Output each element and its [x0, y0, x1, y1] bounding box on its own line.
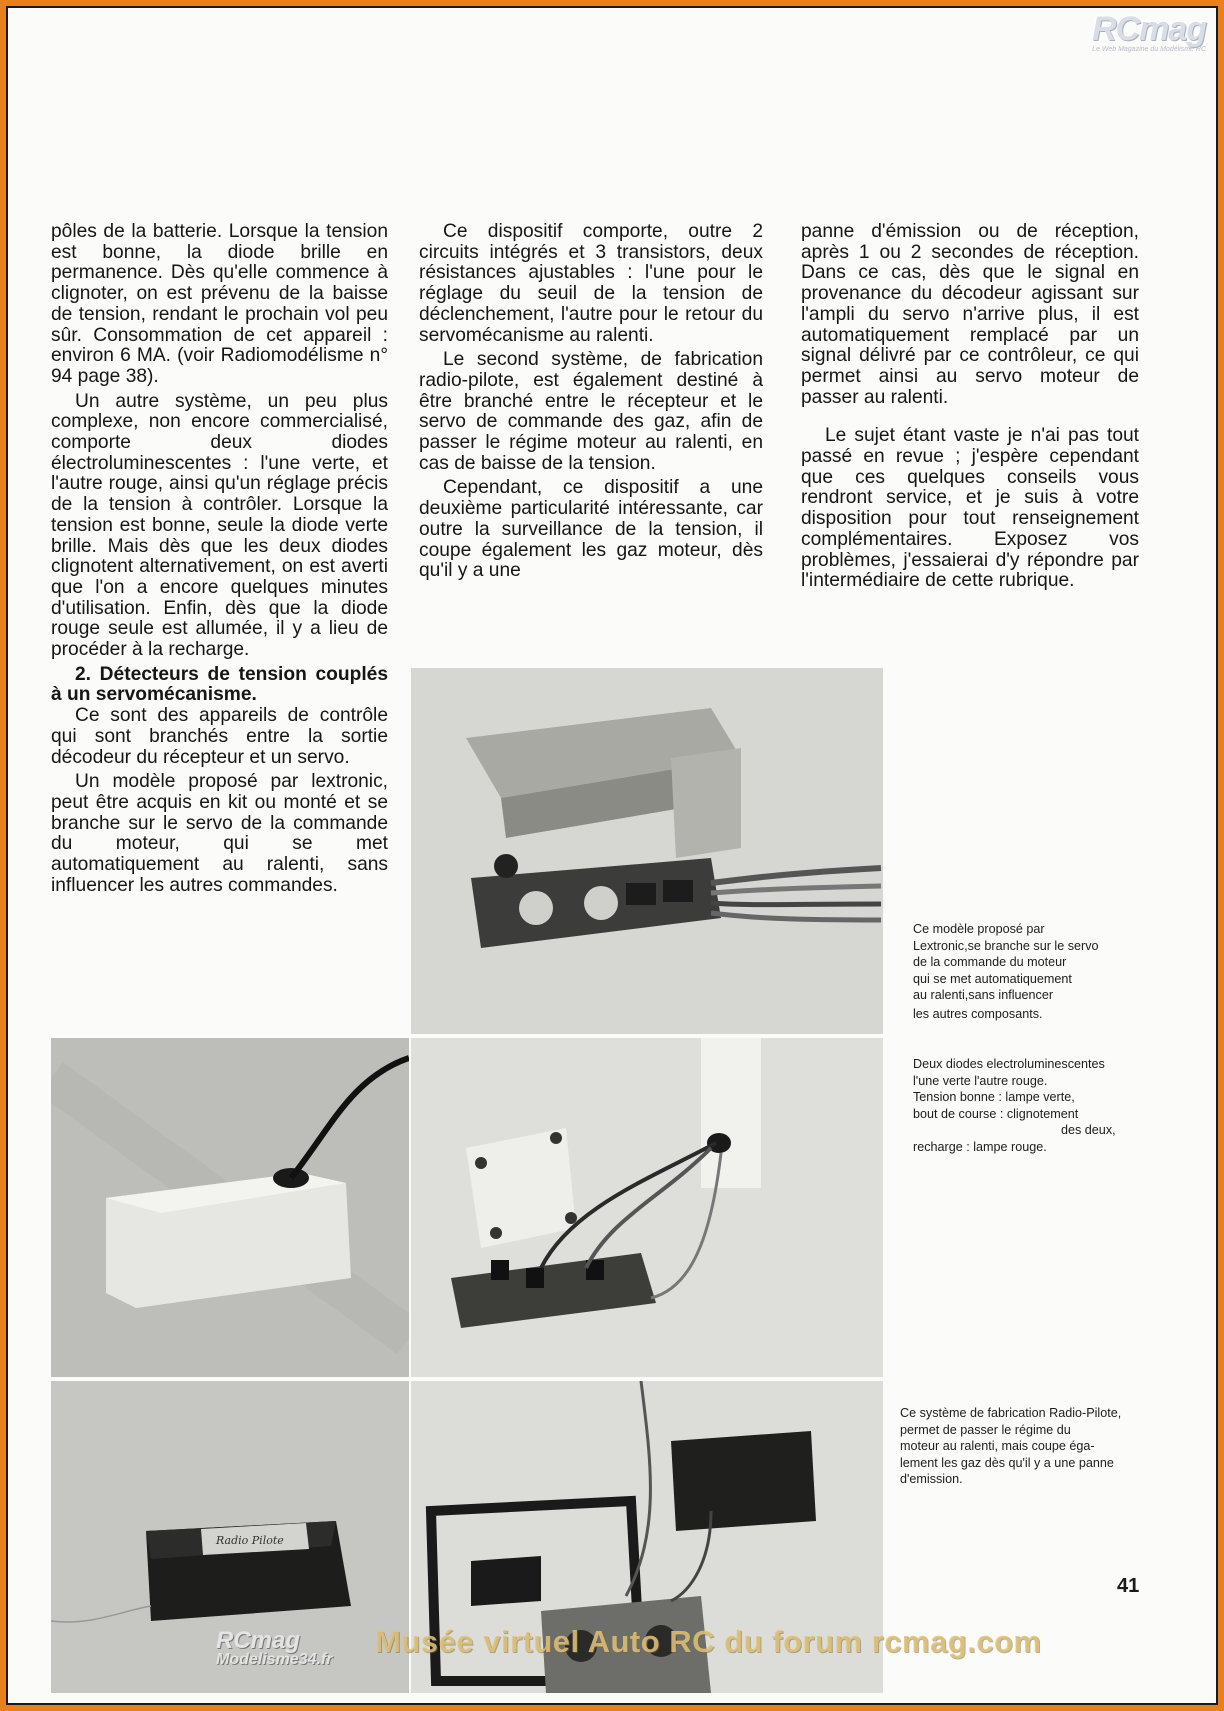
caption-diodes: [913, 1056, 1193, 1155]
caption-line: Lextronic,se branche sur le servo: [913, 938, 1099, 953]
rcmag-logo: [1056, 10, 1206, 56]
footer-logo-line1: RCmag: [216, 1627, 301, 1654]
page-number: 41: [1117, 1575, 1140, 1597]
caption-line: au ralenti,sans influencer: [913, 988, 1054, 1002]
paragraph: Un modèle proposé par lextronic, peut être acquis en kit ou monté et se branche sur le servo de la commande du moteur, qui se met automatiquement au ralenti, sans influencer les autres commandes.: [51, 771, 388, 896]
caption-line: les autres composants.: [913, 1006, 1043, 1021]
text-column-1: [51, 222, 388, 897]
photo-lextronic-module: [411, 668, 883, 1034]
logo-tagline: Le Web Magazine du Modélisme RC: [1092, 46, 1206, 53]
caption-line: d'emission.: [900, 1472, 963, 1486]
photo-diode-box: [51, 1038, 409, 1377]
caption-line: lement les gaz dès qu'il y a une panne: [900, 1455, 1114, 1470]
footer-logo-line2: Modelisme34.fr: [216, 1651, 333, 1668]
paragraph: Ce sont des appareils de contrôle qui sont branchés entre la sortie décodeur du récepteur et un servo.: [51, 705, 388, 768]
caption-line: l'une verte l'autre rouge.: [913, 1073, 1048, 1088]
caption-line: permet de passer le régime du: [900, 1422, 1071, 1437]
radio-pilote-label: Radio Pilote: [216, 1534, 284, 1547]
footer-logo: [216, 1627, 336, 1677]
text-column-3: [801, 222, 1139, 592]
caption-line: Ce système de fabrication Radio-Pilote,: [900, 1406, 1122, 1420]
photo-diode-board: [411, 1038, 883, 1377]
caption-line: qui se met automatiquement: [913, 971, 1072, 986]
logo-text: RCmag: [1091, 10, 1206, 48]
footer-watermark: Musée virtuel Auto RC du forum rcmag.com: [375, 1624, 1042, 1659]
caption-line: moteur au ralenti, mais coupe éga-: [900, 1439, 1095, 1453]
caption-lextronic: [913, 921, 1173, 1022]
caption-line: des deux,: [1061, 1123, 1116, 1137]
paragraph: Le second système, de fabrication radio-pilote, est également destiné à être branché entre le récepteur et le servo de commande des gaz, afin de passer le régime moteur au ralenti, en cas de baisse de la tension.: [419, 349, 763, 474]
caption-radio-pilote: [900, 1405, 1200, 1488]
caption-line: recharge : lampe rouge.: [913, 1139, 1047, 1154]
paragraph: Cependant, ce dispositif a une deuxième particularité intéressante, car outre la surveillance de la tension, il coupe également les gaz moteur, dès qu'il y a une: [419, 477, 763, 582]
paragraph: Ce dispositif comporte, outre 2 circuits intégrés et 3 transistors, deux résistances ajustables : l'une pour le réglage du seuil de la tension de déclenchement, l'autre pour le retour du servomécanisme au ralenti.: [419, 221, 763, 346]
caption-line: Deux diodes electroluminescentes: [913, 1057, 1105, 1071]
caption-line: Tension bonne : lampe verte,: [913, 1090, 1075, 1104]
caption-line: bout de course : clignotement: [913, 1106, 1079, 1121]
section-heading: 2. Détecteurs de tension couplés à un servomécanisme.: [51, 663, 388, 706]
paragraph: panne d'émission ou de réception, après 1 ou 2 secondes de réception. Dans ce cas, dès que le signal en provenance du décodeur agissant sur l'ampli du servo n'arrive plus, il est automatiquement remplacé par un signal délivré par ce contrôleur, ce qui permet ainsi au servo moteur de passer au ralenti.: [801, 221, 1139, 408]
text-column-2: [419, 222, 763, 582]
caption-line: de la commande du moteur: [913, 955, 1067, 969]
caption-line: Ce modèle proposé par: [913, 922, 1045, 936]
paragraph: Un autre système, un peu plus complexe, non encore commercialisé, comporte deux diodes électroluminescentes : l'une verte, et l'autre rouge, ainsi qu'un réglage précis de la tension à contrôler. Lorsque la tension est bonne, seule la diode verte brille. Mais dès que les deux diodes clignotent alternativement, on est averti que l'on a encore quelques minutes d'utilisation. Enfin, dès que la diode rouge seule est allumée, il y a lieu de procéder à la recharge.: [51, 390, 388, 661]
paragraph: pôles de la batterie. Lorsque la tension est bonne, la diode brille en permanence. Dès qu'elle commence à clignoter, on est prévenu de la baisse de tension, rendant le prochain vol peu sûr. Consommation de cet appareil : environ 6 MA. (voir Radiomodélisme n° 94 page 38).: [51, 221, 388, 387]
paragraph: Le sujet étant vaste je n'ai pas tout passé en revue ; j'espère cependant que ces quelques conseils vous rendront service, et je suis à votre disposition pour tout renseignement complémentaires. Exposez vos problèmes, j'essaierai d'y répondre par l'intermédiaire de cette rubrique.: [801, 425, 1139, 592]
